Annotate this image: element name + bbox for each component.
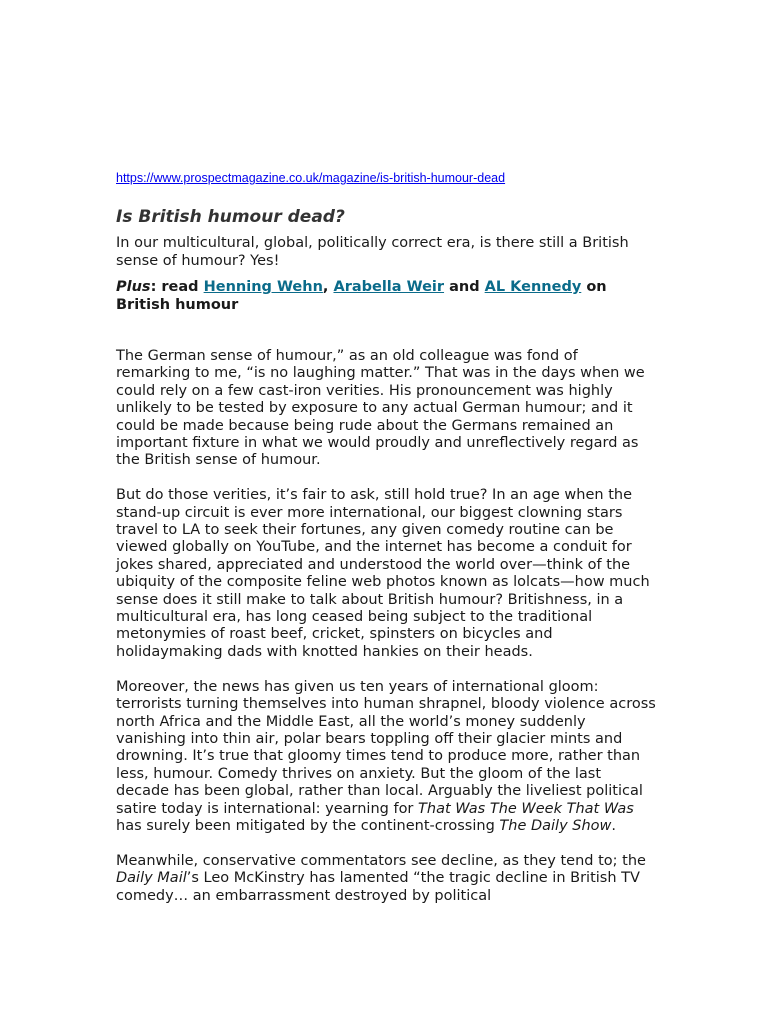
paragraph-4-text-a: Meanwhile, conservative commentators see decline, as they tend to; the [116,852,646,869]
body-paragraph-4 [116,853,656,905]
source-url-link[interactable]: https://www.prospectmagazine.co.uk/magazine/is-british-humour-dead [116,171,506,185]
body-paragraph-1: The German sense of humour,” as an old colleague was fond of remarking to me, “is no laughing matter.” That was in the days when we could rely on a few cast-iron verities. His pronouncement was highly unlikely to be tested by exposure to any actual German humour; and it could be made because being rude about the Germans remained an important fixture in what we would proudly and unreflectively regard as the British sense of humour. [116,348,645,469]
paragraph-3-text-b: has surely been mitigated by the continent-crossing [116,817,500,834]
article-standfirst: In our multicultural, global, politically correct era, is there still a British sense of humour? Yes! [116,235,629,269]
plus-label: Plus [116,279,151,295]
plus-read-text: : read [150,279,204,295]
paragraph-3-text-a: Moreover, the news has given us ten years of international gloom: terrorists turning themselves into human shrapnel, bloody violence across north Africa and the Middle East, all the world’s money suddenly vanishing into thin air, polar bears toppling off their glacier mints and drowning. It’s true that gloomy times tend to produce more, rather than less, humour. Comedy thrives on anxiety. But the gloom of the last decade has been global, rather than local. Arguably the liveliest political satire today is international: yearning for [116,678,656,817]
plus-separator-comma: , [322,279,334,295]
body-paragraph-3 [116,679,656,836]
plus-tail-text: on British humour [116,279,607,313]
link-henning-wehn[interactable]: Henning Wehn [203,279,323,295]
title-the-daily-show: The Daily Show [499,817,612,834]
plus-separator-and: and [444,279,485,295]
plus-related-line [116,278,656,314]
title-that-was-the-week: That Was The Week That Was [418,800,634,817]
title-daily-mail: Daily Mail [116,870,187,887]
link-al-kennedy[interactable]: AL Kennedy [484,279,582,295]
article [116,170,656,922]
link-arabella-weir[interactable]: Arabella Weir [333,279,445,295]
body-paragraph-2: But do those verities, it’s fair to ask, still hold true? In an age when the stand-up circuit is ever more international, our biggest clowning stars travel to LA to seek their fortunes, any given comedy routine can be viewed globally on YouTube, and the internet has become a conduit for jokes shared, appreciated and understood the world over—think of the ubiquity of the composite feline web photos known as lolcats—how much sense does it still make to talk about British humour? Britishness, in a multicultural era, has long ceased being subject to the traditional metonymies of roast beef, cricket, spinsters on bicycles and holidaymaking dads with knotted hankies on their heads. [116,487,650,660]
article-headline: Is British humour dead? [116,207,345,227]
article-body [116,348,656,905]
paragraph-4-text-b: ’s Leo McKinstry has lamented “the tragic decline in British TV comedy… an embarrassment destroyed by political [116,870,640,904]
paragraph-3-text-c: . [611,817,616,834]
